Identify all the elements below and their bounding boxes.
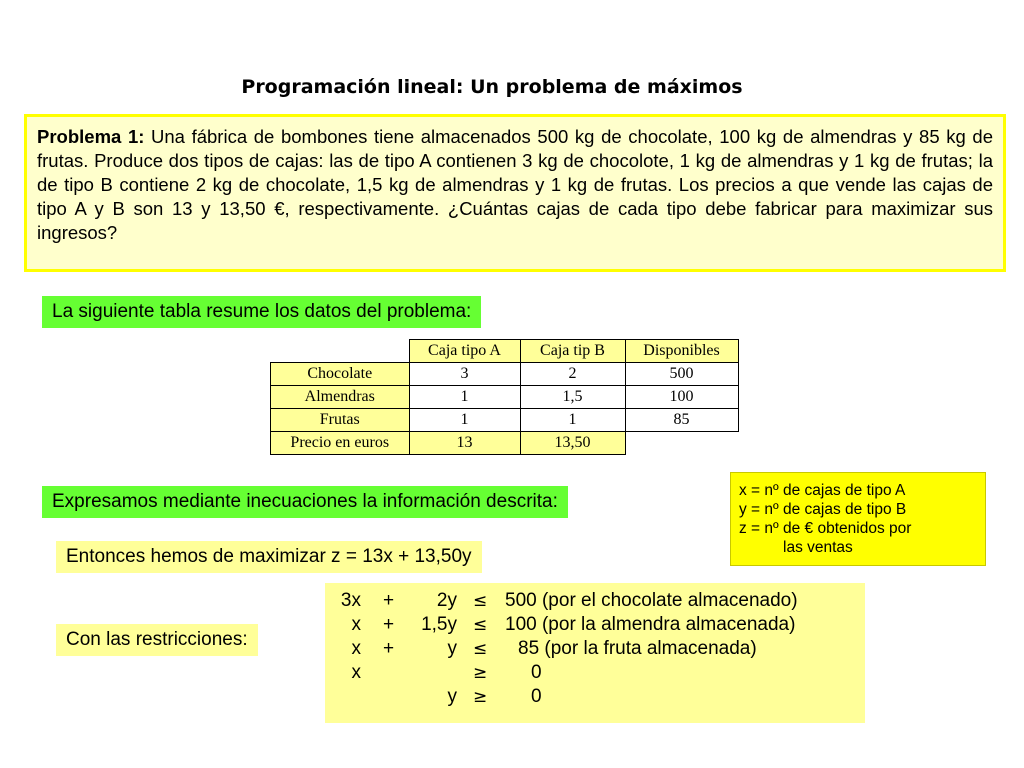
table-header-row bbox=[271, 340, 739, 363]
legend-z: z = nº de € obtenidos por bbox=[739, 520, 912, 537]
constraint-operator: + bbox=[383, 590, 395, 611]
table-intro: La siguiente tabla resume los datos del problema: bbox=[42, 296, 481, 328]
constraint-term-b: y bbox=[447, 686, 457, 707]
constraint-row bbox=[325, 685, 865, 709]
table-header: Caja tip B bbox=[520, 340, 625, 363]
constraints-box bbox=[325, 583, 865, 723]
table-cell: 1 bbox=[520, 409, 625, 432]
restrictions-label: Con las restricciones: bbox=[56, 624, 258, 656]
table-cell: 13 bbox=[409, 432, 520, 455]
table-row-label: Chocolate bbox=[271, 363, 410, 386]
constraint-operator: + bbox=[383, 614, 395, 635]
table-row-label: Frutas bbox=[271, 409, 410, 432]
table-cell: 500 bbox=[625, 363, 738, 386]
constraint-rhs: 100 (por la almendra almacenada) bbox=[505, 614, 796, 635]
table-row-label: Precio en euros bbox=[271, 432, 410, 455]
constraint-operator: + bbox=[383, 638, 395, 659]
constraint-row bbox=[325, 661, 865, 685]
table-cell: 85 bbox=[625, 409, 738, 432]
constraint-relation: ≤ bbox=[473, 639, 488, 659]
variables-legend bbox=[730, 472, 986, 566]
table-cell: 3 bbox=[409, 363, 520, 386]
table-cell: 13,50 bbox=[520, 432, 625, 455]
table-empty-cell bbox=[625, 432, 738, 455]
constraint-term-a: x bbox=[351, 662, 361, 683]
table-row bbox=[271, 409, 739, 432]
problem-text: Una fábrica de bombones tiene almacenados 500 kg de chocolate, 100 kg de almendras y 85 kg de frutas. Produce dos tipos de cajas: las de tipo A contienen 3 kg de chocolote, 1 kg de almendras y 1 kg de frutas; la de tipo B contiene 2 kg de chocolate, 1,5 kg de almendras y 1 kg de frutas. Los precios a que vende las cajas de tipo A y B son 13 y 13,50 €, respectivamente. ¿Cuántas cajas de cada tipo debe fabricar para maximizar sus ingresos? bbox=[37, 126, 993, 243]
constraint-row bbox=[325, 589, 865, 613]
table-row bbox=[271, 432, 739, 455]
constraint-term-b: 2y bbox=[436, 590, 457, 611]
constraint-rhs: 500 (por el chocolate almacenado) bbox=[505, 590, 798, 611]
problem-label: Problema 1: bbox=[37, 126, 145, 147]
inequations-intro: Expresamos mediante inecuaciones la información descrita: bbox=[42, 486, 568, 518]
table-cell: 1 bbox=[409, 409, 520, 432]
table-header: Caja tipo A bbox=[409, 340, 520, 363]
table-cell: 2 bbox=[520, 363, 625, 386]
table-row bbox=[271, 363, 739, 386]
table-cell: 1 bbox=[409, 386, 520, 409]
constraint-term-b: 1,5y bbox=[421, 614, 457, 635]
objective-function: Entonces hemos de maximizar z = 13x + 13,50y bbox=[56, 541, 482, 573]
legend-y: y = nº de cajas de tipo B bbox=[739, 501, 907, 518]
constraint-rhs: 85 (por la fruta almacenada) bbox=[518, 638, 757, 659]
constraint-relation: ≤ bbox=[473, 615, 488, 635]
constraint-rhs: 0 bbox=[531, 662, 542, 683]
constraint-row bbox=[325, 613, 865, 637]
constraint-term-b: y bbox=[447, 638, 457, 659]
table-header: Disponibles bbox=[625, 340, 738, 363]
table-row bbox=[271, 386, 739, 409]
legend-z-continued: las ventas bbox=[783, 539, 853, 556]
constraint-relation: ≤ bbox=[473, 591, 488, 611]
constraint-relation: ≥ bbox=[473, 663, 488, 683]
data-table bbox=[270, 339, 739, 455]
constraint-term-a: x bbox=[351, 638, 361, 659]
constraint-term-a: 3x bbox=[340, 590, 361, 611]
table-row-label: Almendras bbox=[271, 386, 410, 409]
problem-statement bbox=[24, 114, 1006, 272]
table-cell: 1,5 bbox=[520, 386, 625, 409]
constraint-rhs: 0 bbox=[531, 686, 542, 707]
constraint-term-a: x bbox=[351, 614, 361, 635]
table-corner bbox=[271, 340, 410, 363]
constraint-relation: ≥ bbox=[473, 687, 488, 707]
legend-x: x = nº de cajas de tipo A bbox=[739, 482, 906, 499]
constraint-row bbox=[325, 637, 865, 661]
page-title: Programación lineal: Un problema de máximos bbox=[241, 76, 743, 98]
table-cell: 100 bbox=[625, 386, 738, 409]
